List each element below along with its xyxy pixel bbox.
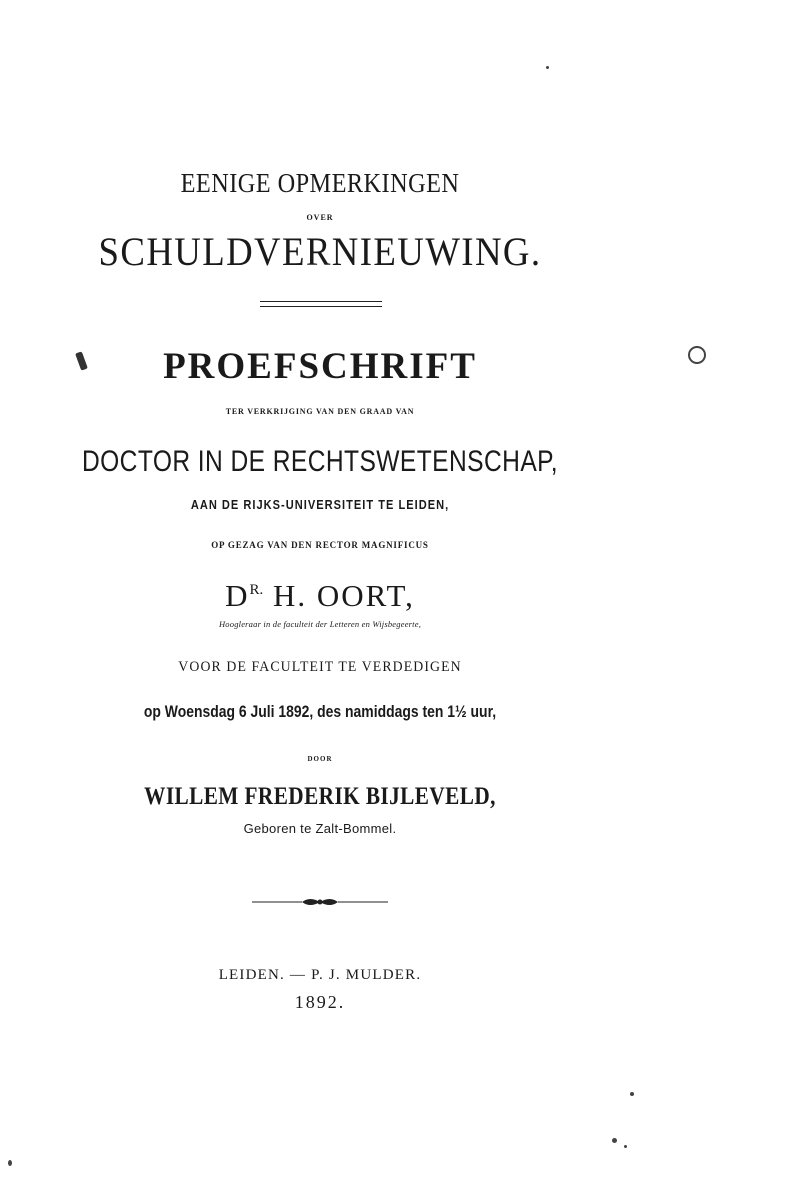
publication-year: 1892. [294, 992, 346, 1012]
rector-title: Hoogleraar in de faculteit der Letteren en Wijsbegeerte, [218, 619, 422, 629]
scan-speck [546, 66, 549, 69]
scan-speck [8, 1160, 12, 1166]
rector-name-line [0, 578, 640, 614]
author-name: WILLEM FREDERIK BIJLEVELD, [144, 783, 496, 810]
rector-prefix-sup: R. [249, 582, 264, 598]
defense-line: VOOR DE FACULTEIT TE VERDEDIGEN [178, 659, 462, 675]
ornament-divider-icon [250, 892, 390, 912]
by-word: DOOR [307, 755, 333, 763]
authority-line: OP GEZAG VAN DEN RECTOR MAGNIFICUS [211, 540, 429, 550]
purpose-line: TER VERKRIJGING VAN DEN GRAAD VAN [225, 407, 415, 416]
main-title: SCHULDVERNIEUWING. [98, 229, 542, 274]
scan-speck [624, 1145, 627, 1148]
birthplace-line: Geboren te Zalt-Bommel. [243, 821, 397, 836]
date-line: op Woensdag 6 Juli 1892, des namiddags ten 1½ uur, [143, 702, 497, 721]
subtitle-line: EENIGE OPMERKINGEN [180, 168, 460, 198]
degree-line: DOCTOR IN DE RECHTSWETENSCHAP, [81, 445, 559, 478]
connector-word: OVER [306, 213, 334, 222]
rector-name: H. OORT, [273, 578, 415, 613]
scan-mark [688, 346, 706, 364]
imprint-line: LEIDEN. — P. J. MULDER. [218, 967, 422, 983]
divider-rule [260, 301, 382, 302]
divider-rule-thin [260, 306, 382, 307]
document-type: PROEFSCHRIFT [163, 346, 477, 387]
university-line: AAN DE RIJKS-UNIVERSITEIT TE LEIDEN, [190, 497, 450, 512]
scan-speck [612, 1138, 617, 1143]
scan-speck [630, 1092, 634, 1096]
rector-prefix: D [225, 578, 250, 613]
